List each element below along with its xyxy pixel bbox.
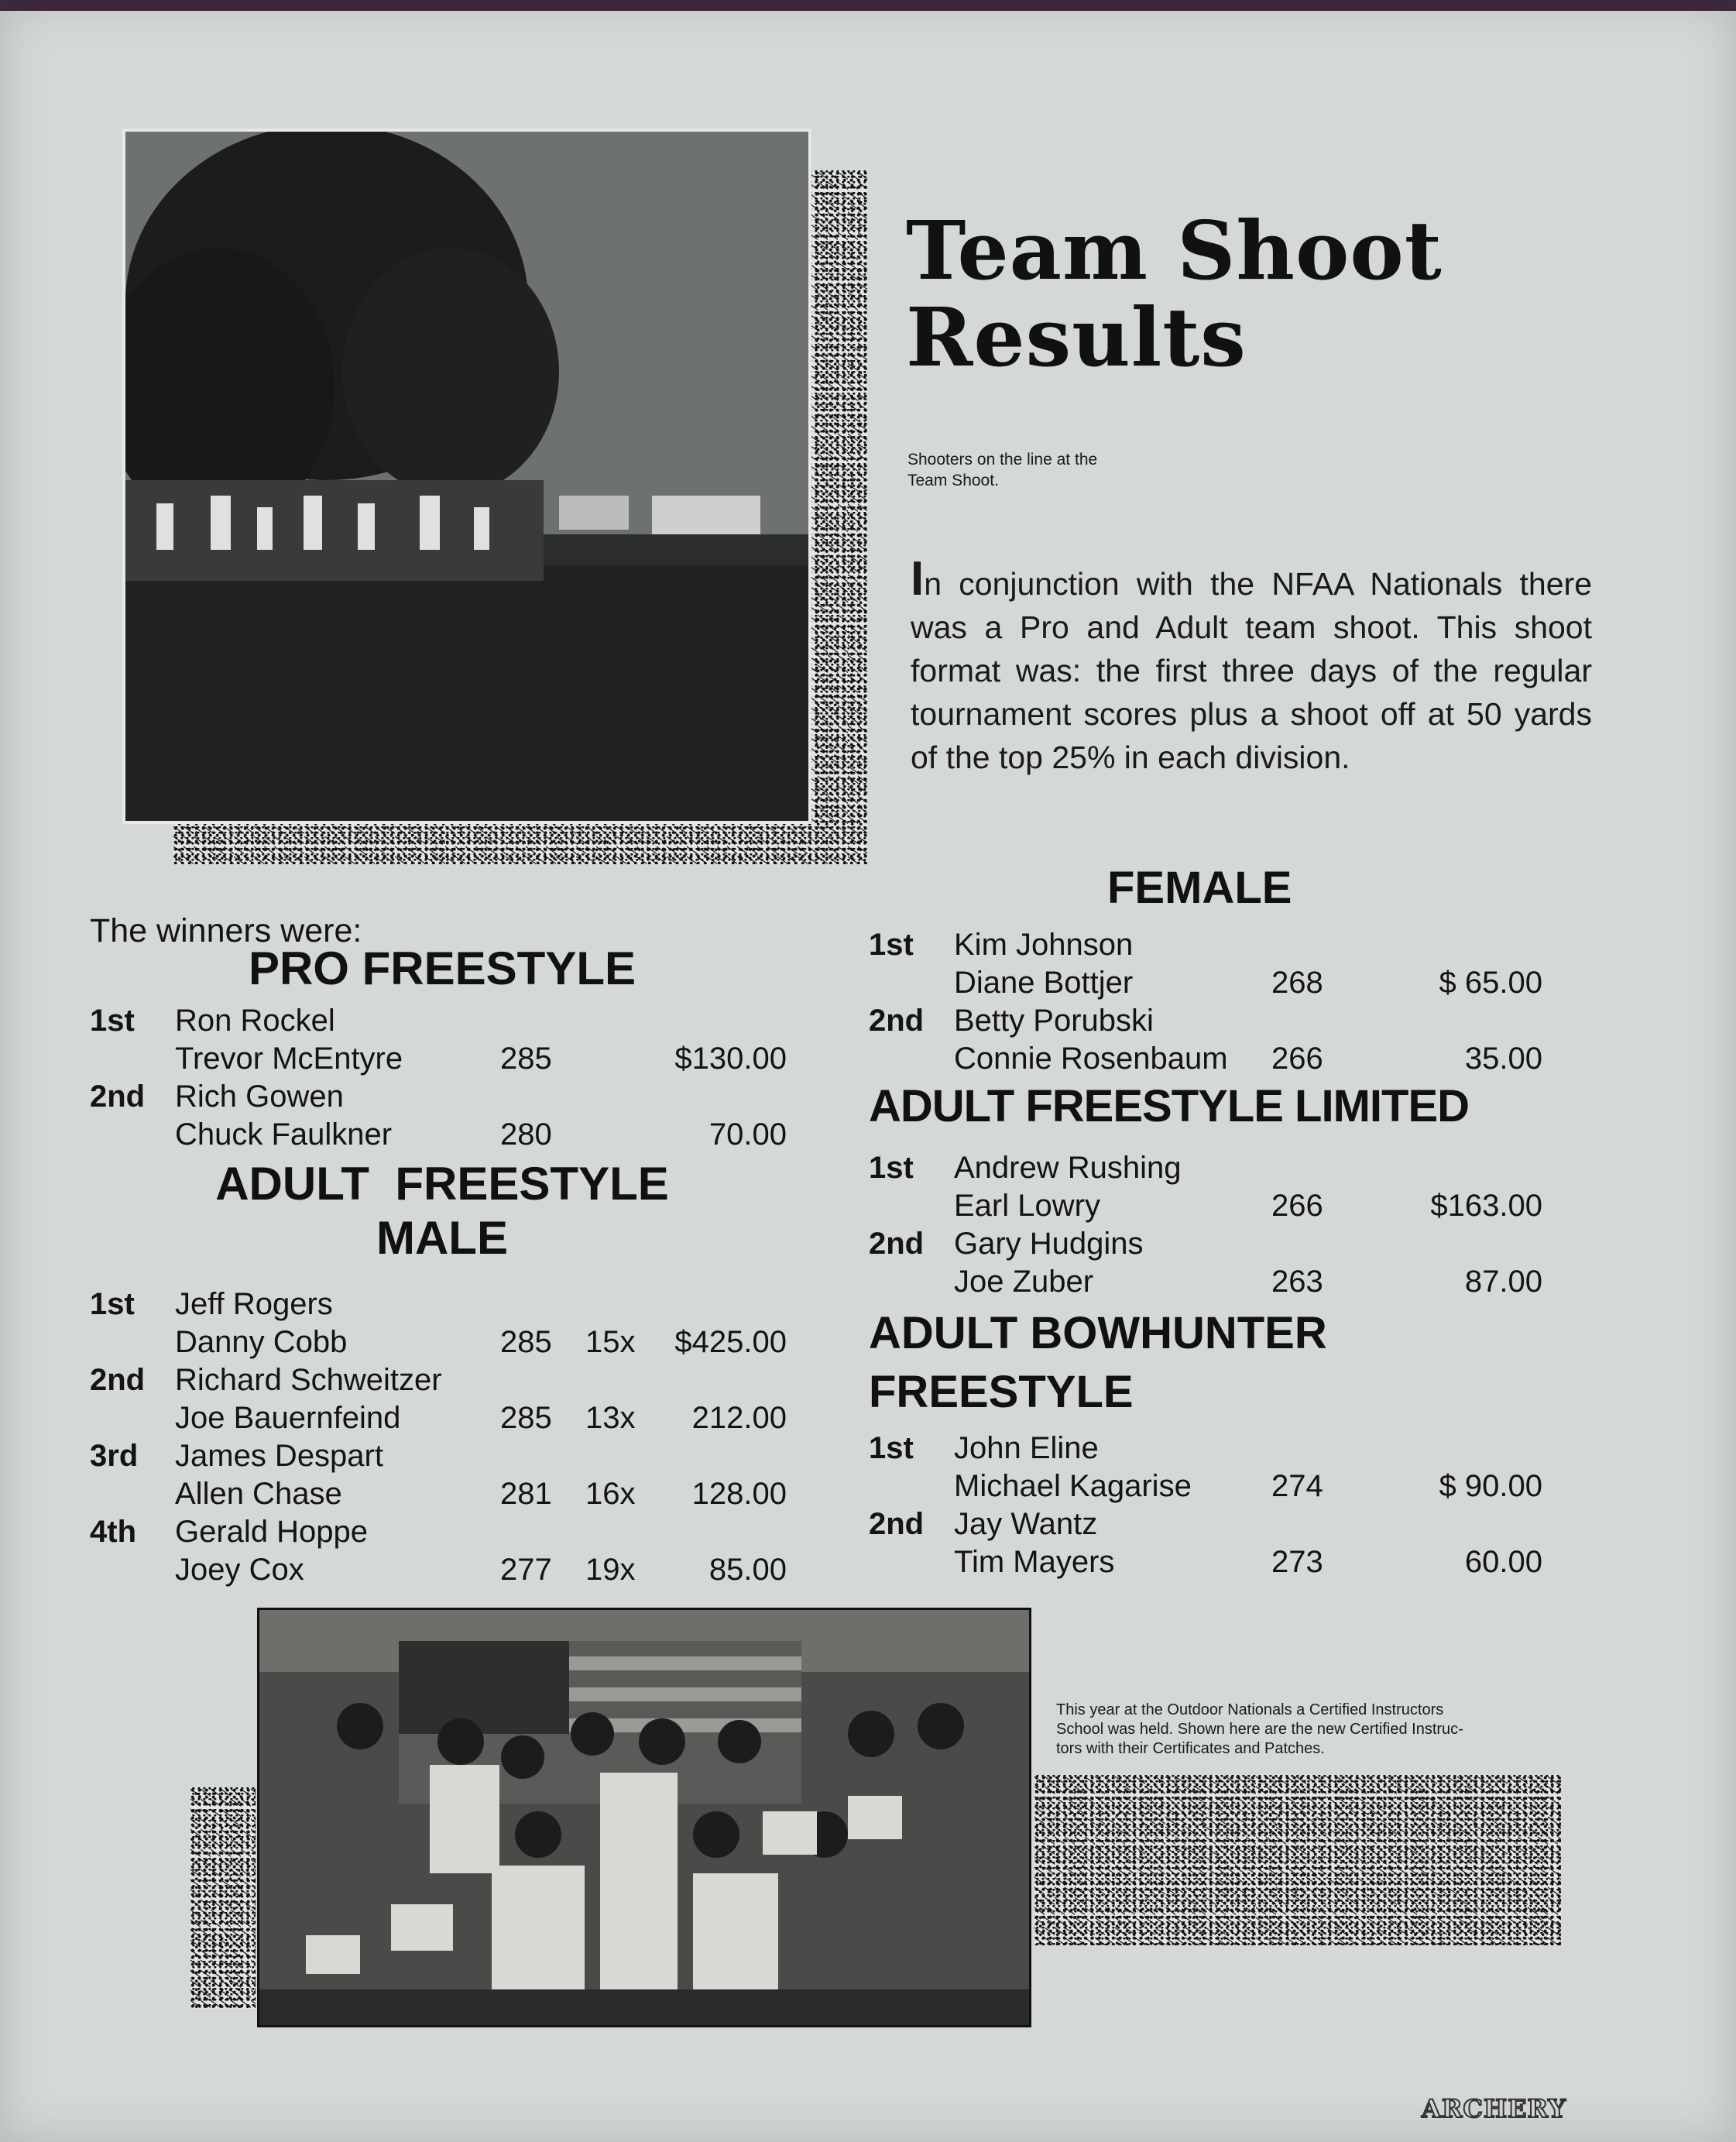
photo1-caption [907, 449, 1097, 491]
result-score: 266 [1271, 1189, 1323, 1223]
result-row [90, 1515, 794, 1553]
result-row [869, 1507, 1566, 1545]
result-score: 285 [500, 1325, 552, 1359]
result-row [869, 1189, 1566, 1227]
adult-bowhunter-heading-line1: ADULT BOWHUNTER [869, 1308, 1327, 1358]
result-name: Joe Zuber [954, 1265, 1094, 1299]
result-prize: $130.00 [674, 1042, 787, 1076]
result-score: 280 [500, 1117, 552, 1152]
photo2-caption [1056, 1701, 1463, 1759]
result-name: Tim Mayers [954, 1545, 1115, 1579]
result-name: Ron Rockel [175, 1004, 335, 1038]
photo2-caption-line2: School was held. Shown here are the new Certified Instruc- [1056, 1721, 1463, 1738]
title-line2: Results [906, 290, 1247, 385]
result-name: Danny Cobb [175, 1325, 348, 1359]
female-results [869, 928, 1566, 1080]
result-row [869, 1004, 1566, 1042]
winners-label: The winners were: [90, 912, 362, 949]
result-score: 268 [1271, 966, 1323, 1000]
result-score: 274 [1271, 1469, 1323, 1503]
result-score: 277 [500, 1553, 552, 1587]
result-row [869, 1265, 1566, 1303]
result-name: Jay Wantz [954, 1507, 1098, 1541]
result-prize: 85.00 [708, 1553, 787, 1587]
result-prize: 35.00 [1464, 1042, 1542, 1076]
adult-freestyle-limited-results [869, 1151, 1566, 1303]
intro-text: n conjunction with the NFAA Nationals there was a Pro and Adult team shoot. This shoot format was: the first three days of the regular tournament scores plus a shoot off at 50 yards of the top 25% in each division. [911, 566, 1592, 775]
result-row [90, 1477, 794, 1515]
result-place: 2nd [869, 1004, 925, 1038]
adult-freestyle-male-heading-line1: ADULT FREESTYLE [215, 1158, 669, 1210]
title-line1: Team Shoot [906, 203, 1443, 298]
intro-paragraph [911, 552, 1592, 779]
result-row [90, 1401, 794, 1439]
result-prize: $425.00 [674, 1325, 787, 1359]
result-row [869, 928, 1566, 966]
result-name: Richard Schweitzer [175, 1363, 442, 1397]
result-row [90, 1325, 794, 1363]
pro-freestyle-results [90, 1004, 794, 1155]
result-score: 266 [1271, 1042, 1323, 1076]
result-x: 16x [585, 1477, 636, 1511]
page-title [906, 203, 1443, 385]
result-row [90, 1553, 794, 1591]
result-name: Michael Kagarise [954, 1469, 1192, 1503]
result-name: Joey Cox [175, 1553, 304, 1587]
photo1-caption-line1: Shooters on the line at the [907, 451, 1098, 469]
result-name: Jeff Rogers [175, 1287, 333, 1321]
result-place: 3rd [90, 1439, 139, 1473]
result-score: 273 [1271, 1545, 1323, 1579]
result-place: 1st [90, 1004, 135, 1038]
result-row [869, 1042, 1566, 1080]
result-place: 1st [869, 1431, 914, 1465]
female-heading: FEMALE [1107, 863, 1292, 913]
result-row [869, 1151, 1566, 1189]
result-score: 281 [500, 1477, 552, 1511]
adult-bowhunter-results [869, 1431, 1566, 1583]
result-prize: 128.00 [691, 1477, 787, 1511]
photo2-caption-line1: This year at the Outdoor Nationals a Certified Instructors [1056, 1701, 1444, 1718]
result-name: Rich Gowen [175, 1080, 344, 1114]
adult-freestyle-limited-heading: ADULT FREESTYLE LIMITED [869, 1081, 1470, 1131]
result-row [90, 1004, 794, 1042]
result-name: Gerald Hoppe [175, 1515, 369, 1549]
photo2-caption-line3: tors with their Certificates and Patches. [1056, 1740, 1325, 1757]
result-prize: $ 65.00 [1439, 966, 1542, 1000]
intro-dropcap: I [911, 552, 925, 606]
result-name: Chuck Faulkner [175, 1117, 393, 1152]
pro-freestyle-heading: PRO FREESTYLE [248, 942, 636, 994]
result-x: 13x [585, 1401, 636, 1435]
result-name: Gary Hudgins [954, 1227, 1144, 1261]
result-name: Allen Chase [175, 1477, 342, 1511]
result-row [90, 1363, 794, 1401]
result-row [869, 966, 1566, 1004]
team-shoot-photo [122, 129, 811, 824]
result-prize: 212.00 [691, 1401, 787, 1435]
result-x: 15x [585, 1325, 636, 1359]
top-edge [0, 0, 1736, 11]
result-row [90, 1117, 794, 1155]
result-score: 285 [500, 1042, 552, 1076]
result-place: 2nd [869, 1227, 925, 1261]
archery-logo: ARCHERY [1422, 2094, 1566, 2123]
result-row [90, 1287, 794, 1325]
instructors-photo [257, 1608, 1031, 2027]
result-prize: $163.00 [1430, 1189, 1542, 1223]
result-row [869, 1469, 1566, 1507]
result-row [90, 1080, 794, 1117]
adult-bowhunter-heading [869, 1304, 1327, 1422]
result-name: Betty Porubski [954, 1004, 1154, 1038]
photo2-pattern-left [190, 1787, 256, 2009]
result-prize: 70.00 [708, 1117, 787, 1152]
result-row [869, 1545, 1566, 1583]
result-name: Kim Johnson [954, 928, 1134, 962]
result-name: Earl Lowry [954, 1189, 1100, 1223]
result-place: 1st [869, 928, 914, 962]
result-prize: 60.00 [1464, 1545, 1542, 1579]
result-name: Joe Bauernfeind [175, 1401, 401, 1435]
result-name: John Eline [954, 1431, 1099, 1465]
result-place: 2nd [869, 1507, 925, 1541]
result-name: Connie Rosenbaum [954, 1042, 1228, 1076]
result-place: 1st [869, 1151, 914, 1185]
result-row [90, 1042, 794, 1080]
result-name: James Despart [175, 1439, 383, 1473]
result-row [869, 1227, 1566, 1265]
result-place: 4th [90, 1515, 136, 1549]
result-prize: 87.00 [1464, 1265, 1542, 1299]
result-name: Trevor McEntyre [175, 1042, 403, 1076]
result-prize: $ 90.00 [1439, 1469, 1542, 1503]
result-row [869, 1431, 1566, 1469]
result-place: 2nd [90, 1363, 146, 1397]
result-x: 19x [585, 1553, 636, 1587]
result-score: 263 [1271, 1265, 1323, 1299]
photo2-pattern-right [1034, 1775, 1561, 1945]
result-place: 2nd [90, 1080, 146, 1114]
adult-freestyle-male-heading-line2: MALE [376, 1212, 508, 1264]
result-score: 285 [500, 1401, 552, 1435]
adult-freestyle-male-heading [90, 1157, 794, 1265]
adult-freestyle-male-results [90, 1287, 794, 1591]
result-name: Andrew Rushing [954, 1151, 1182, 1185]
result-place: 1st [90, 1287, 135, 1321]
adult-bowhunter-heading-line2: FREESTYLE [869, 1367, 1134, 1417]
result-row [90, 1439, 794, 1477]
photo1-caption-line2: Team Shoot. [907, 472, 999, 489]
result-name: Diane Bottjer [954, 966, 1134, 1000]
